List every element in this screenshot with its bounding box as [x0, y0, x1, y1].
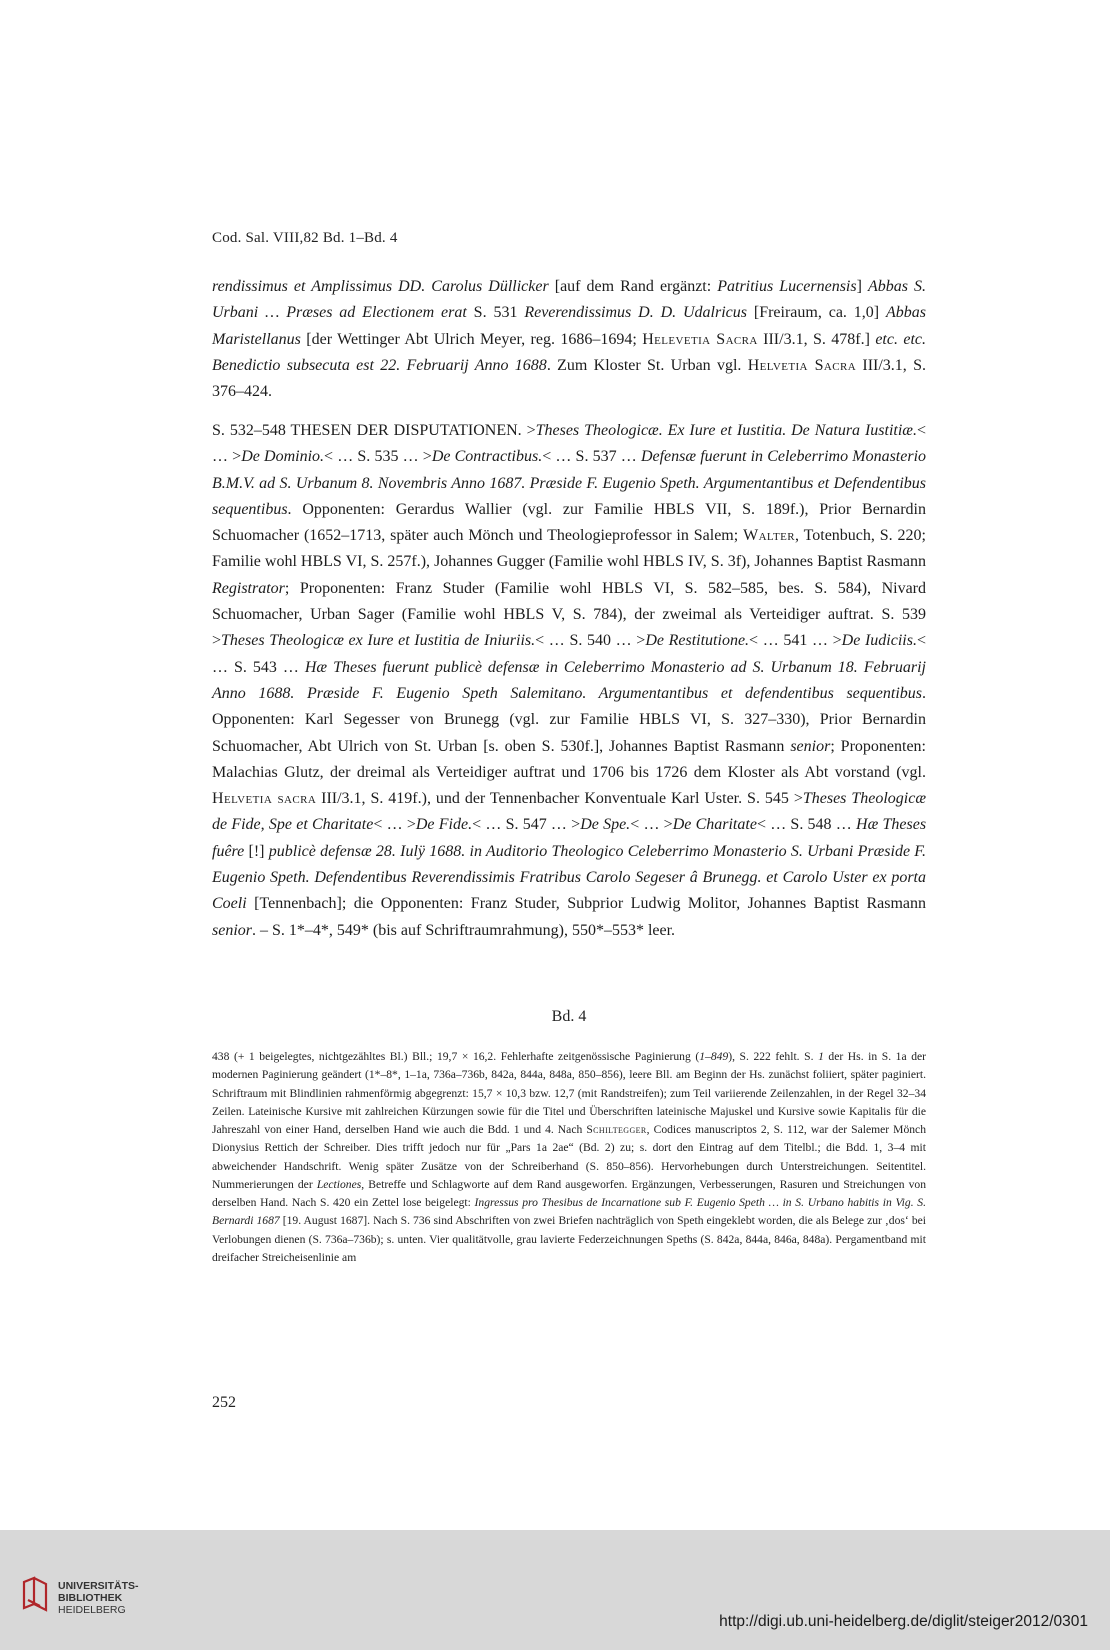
- text-run: S. 532–548 THESEN DER DISPUTATIONEN. >: [212, 422, 536, 439]
- text-run: < … 541 … >: [749, 632, 842, 650]
- italic-run: Abbas S. Urbani … Præses ad Electionem erat: [212, 278, 927, 322]
- italic-run: De Restitutione.: [645, 632, 750, 650]
- italic-run: publicè defensæ 28. Iulÿ 1688. in Auditorio Theologico Celeberrimo Monasterio S. Urbani Præside F. Eugenio Speth. Defendentibus Reverendissimis Fratribus Carolo Segeser â Brunegg. et Carolo Uster ex porta Coeli: [212, 842, 927, 913]
- library-emblem-icon: [20, 1574, 50, 1614]
- text-run: [!]: [244, 842, 269, 860]
- italic-run: Hæ Theses fuêre: [212, 816, 927, 860]
- text-run: < … >: [630, 816, 673, 834]
- italic-run: Hæ Theses fuerunt publicè defensæ in Celeberrimo Monasterio ad S. Urbanum 18. Februarij Anno 1688. Præside F. Eugenio Speth Salemitano. Argumentantibus et defendentibus sequentibus: [212, 658, 926, 702]
- text-run: , Totenbuch, S. 220; Familie wohl HBLS VI, S. 257f.), Johannes Gugger (Familie wohl HBLS IV, S. 3f), Johannes Baptist Rasmann: [212, 527, 927, 571]
- italic-run: etc. etc. Benedictio subsecuta est 22. Februarij Anno 1688: [212, 330, 927, 374]
- italic-run: Registrator: [212, 579, 285, 597]
- description-text: [212, 1048, 926, 1267]
- text-run: , Betreffe und Schlagworte auf dem Rand ausgeworfen. Ergänzungen, Verbesserungen, Rasuren und Streichungen von derselben Hand. Nach S. 420 ein Zettel lose beigelegt:: [212, 1177, 927, 1209]
- text-run: [auf dem Rand ergänzt:: [548, 278, 718, 295]
- italic-run: De Dominio.: [241, 448, 325, 466]
- text-run: [Tennenbach]; die Opponenten: Franz Studer, Subprior Ludwig Molitor, Johannes Baptist Rasmann: [246, 895, 926, 913]
- library-name-line-2: BIBLIOTHEK: [58, 1592, 123, 1604]
- text-run: < … S. 548 …: [756, 816, 857, 834]
- italic-run: Patritius Lucernensis: [717, 278, 857, 295]
- small-caps-run: Helvetia sacra: [212, 790, 317, 808]
- codicological-description: [212, 1048, 926, 1267]
- theses-paragraph: [212, 418, 926, 944]
- text-run: . Opponenten: Gerardus Wallier (vgl. zur Familie HBLS VII, S. 189f.), Prior Bernardin Schuomacher (1652–1713, später auch Mönch und Theologieprofessor in Salem;: [212, 500, 926, 545]
- italic-run: De Charitate: [672, 816, 757, 834]
- text-run: ; Proponenten: Franz Studer (Familie wohl HBLS VI, S. 582–585, bes. S. 584), Nivard Schuomacher, Urban Sager (Familie wohl HBLS V, S. 784), der zweimal als Verteidiger auftrat. S. 539 >: [212, 579, 926, 650]
- text-run: III/3.1, S. 376–424.: [212, 356, 926, 401]
- text-run: < … >: [373, 816, 416, 834]
- italic-run: Defensæ fuerunt in Celeberrimo Monasterio B.M.V. ad S. Urbanum 8. Novembris Anno 1687. Præside F. Eugenio Speth. Argumentantibus et Defendentibus sequentibus: [212, 448, 927, 518]
- text-run: . – S. 1*–4*, 549* (bis auf Schriftraumrahmung), 550*–553* leer.: [252, 921, 676, 939]
- italic-run: 1: [818, 1050, 824, 1063]
- page-number: 252: [212, 1394, 236, 1411]
- italic-run: 1–849: [699, 1050, 729, 1063]
- italic-run: De Spe.: [580, 816, 631, 834]
- small-caps-run: Walter: [743, 527, 795, 545]
- text-run: < … S. 540 … >: [535, 632, 646, 650]
- library-name-line-1: UNIVERSITÄTS-: [58, 1580, 139, 1592]
- library-logo[interactable]: [20, 1574, 160, 1614]
- text-run: < … S. 537 …: [542, 448, 641, 466]
- paragraph-text: [212, 274, 926, 405]
- text-run: der Hs. in S. 1a der modernen Paginierung geändert (1*–8*, 1–1a, 736a–736b, 842a, 844a, 848a, 850–856), leere Bll. am Beginn der Hs. zunächst foliiert, später paginiert. Schriftraum mit Blindlinien rahmenförmig abgegrenzt: 15,7 × 10,3 bzw. 12,7 (mit Randstreifen); zum Teil variierende Zeilenzahlen, in der Regel 32–34 Zeilen. Lateinische Kursive mit zahlreichen Kürzungen sowie für die Titel und Überschriften lateinische Majuskel und Kursive sowie Kapitalis für die Jahreszahl von einer Hand, derselben Hand wie auch die Bdd. 1 und 4. Nach: [212, 1050, 926, 1136]
- running-head: Cod. Sal. VIII,82 Bd. 1–Bd. 4: [212, 230, 398, 246]
- text-run: ; Proponenten: Malachias Glutz, der dreimal als Verteidiger auftrat und 1706 bis 1726 dem Kloster als Abt vorstand (vgl.: [212, 737, 927, 781]
- entry-continuation-paragraph: [212, 274, 926, 405]
- italic-run: De Fide.: [415, 816, 473, 834]
- text-run: [Freiraum, ca. 1,0]: [747, 304, 887, 322]
- volume-heading: Bd. 4: [551, 1008, 587, 1025]
- italic-run: De Contractibus.: [431, 448, 543, 466]
- paragraph-text: [212, 418, 926, 944]
- text-run: < … S. 547 … >: [472, 816, 581, 834]
- text-run: . Opponenten: Karl Segesser von Brunegg (vgl. zur Familie HBLS VI, S. 327–330), Prior Bernardin Schuomacher, Abt Ulrich von St. Urban [s. oben S. 530f.], Johannes Baptist Rasmann: [212, 684, 926, 755]
- text-run: . Zum Kloster St. Urban vgl.: [546, 356, 748, 374]
- text-run: 438 (+ 1 beigelegtes, nichtgezähltes Bl.) Bll.; 19,7 × 16,2. Fehlerhafte zeitgenössische Paginierung (: [212, 1050, 700, 1063]
- italic-run: Abbas Maristellanus: [212, 304, 927, 348]
- italic-run: Reverendissimus D. D. Udalricus: [524, 304, 747, 322]
- text-run: III/3.1, S. 419f.), und der Tennenbacher Konventuale Karl Uster. S. 545 >: [316, 790, 803, 808]
- text-run: [19. August 1687]. Nach S. 736 sind Abschriften von zwei Briefen nachträglich von Speth eingeklebt worden, die als Belege zur ‚dos‘ bei Verlobungen dienen (S. 736a–736b); s. unten. Vier qualitätvolle, grau lavierte Federzeichnungen Speths (S. 842a, 844a, 846a, 848a). Pergamentband mit dreifacher Streicheisenlinie am: [212, 1214, 926, 1264]
- text-run: ), S. 222 fehlt. S.: [728, 1050, 819, 1063]
- viewer-footer-bar: [0, 1530, 1110, 1650]
- italic-run: Theses Theologicæ de Fide, Spe et Charitate: [212, 790, 926, 834]
- text-run: [der Wettinger Abt Ulrich Meyer, reg. 1686–1694;: [300, 330, 643, 348]
- italic-run: senior: [790, 737, 831, 755]
- italic-run: Theses Theologicæ ex Iure et Iustitia de Iniuriis.: [221, 632, 536, 650]
- italic-run: Theses Theologicæ. Ex Iure et Iustitia. De Natura Iustitiæ.: [535, 422, 917, 439]
- italic-run: De Iudiciis.: [841, 632, 917, 650]
- italic-run: Ingressus pro Thesibus de Incarnatione sub F. Eugenio Speth … in S. Urbano habitis in Vig. S. Bernardi 1687: [212, 1196, 926, 1228]
- italic-run: Lectiones: [316, 1177, 362, 1191]
- library-name-line-3: HEIDELBERG: [58, 1604, 126, 1616]
- text-run: < … S. 543 …: [212, 632, 926, 676]
- source-url-link[interactable]: http://digi.ub.uni-heidelberg.de/diglit/steiger2012/0301: [719, 1613, 1088, 1630]
- italic-run: senior: [212, 921, 252, 939]
- italic-run: rendissimus et Amplissimus DD. Carolus Düllicker: [212, 278, 549, 295]
- text-run: III/3.1, S. 478f.]: [757, 330, 876, 348]
- text-run: S. 531: [466, 304, 525, 322]
- small-caps-run: Schiltegger: [586, 1123, 647, 1136]
- small-caps-run: Helvetia Sacra: [747, 356, 857, 374]
- small-caps-run: Helevetia Sacra: [642, 330, 758, 348]
- library-name: [58, 1580, 139, 1616]
- text-run: < … S. 535 … >: [324, 448, 432, 466]
- text-run: ]: [856, 278, 868, 295]
- text-run: , Codices manuscriptos 2, S. 112, war der Salemer Mönch Dionysius Rettich der Schreiber. Dies trifft jedoch nur für „Pars 1a 2ae“ (Bd. 2) zu; s. dort den Eintrag auf dem Titelbl.; die Bdd. 1, 3–4 mit abweichender Handschrift. Wenig später Zusätze von der Schreiberhand (S. 850–856). Hervorhebungen durch Unterstreichungen. Seitentitel. Nummerierungen der: [212, 1123, 927, 1191]
- text-run: < … >: [212, 422, 926, 466]
